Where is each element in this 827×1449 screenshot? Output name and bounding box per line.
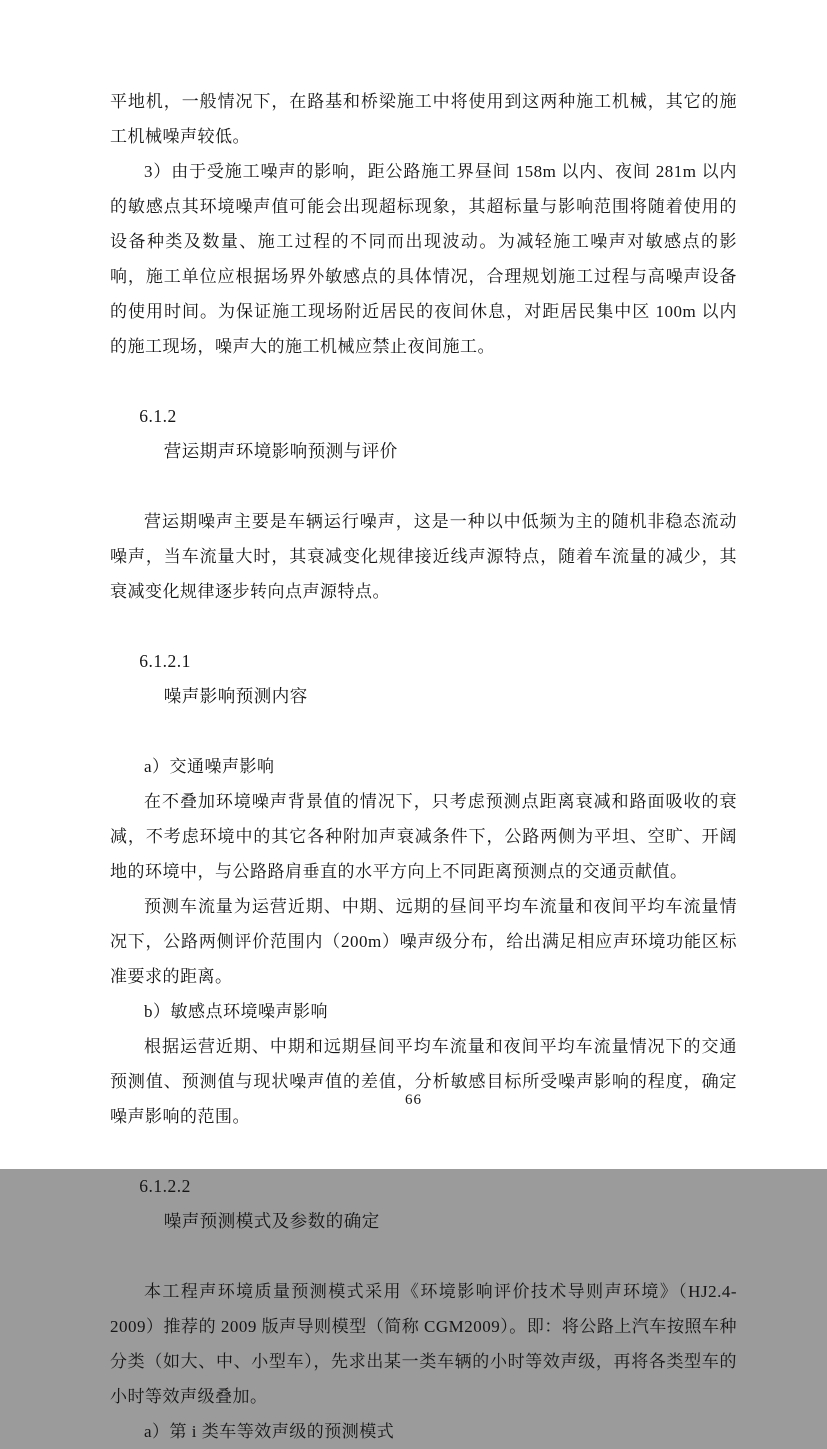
paragraph-sensitive-targets-analysis: 根据运营近期、中期和远期昼间平均车流量和夜间平均车流量情况下的交通预测值、预测值与现状噪声值的差值，分析敏感目标所受噪声影响的程度，确定噪声影响的范围。 <box>110 1037 737 1126</box>
paragraph-prediction-conditions: 在不叠加环境噪声背景值的情况下，只考虑预测点距离衰减和路面吸收的衰减，不考虑环境中的其它各种附加声衰减条件下，公路两侧为平坦、空旷、开阔地的环境中，与公路路肩垂直的水平方向上不同距离预测点的交通贡献值。 <box>110 792 737 881</box>
section-number: 6.1.2.2 <box>139 1176 191 1196</box>
paragraph-prediction-model: 本工程声环境质量预测模式采用《环境影响评价技术导则声环境》（HJ2.4-2009）推荐的 2009 版声导则模型（简称 CGM2009）。即：将公路上汽车按照车种分类（如大、中、小型车），先求出某一类车辆的小时等效声级，再将各类型车的小时等效声级叠加。 <box>110 1282 737 1406</box>
document-content <box>110 84 737 1449</box>
paragraph-traffic-flow-prediction: 预测车流量为运营近期、中期、远期的昼间平均车流量和夜间平均车流量情况下，公路两侧评价范围内（200m）噪声级分布，给出满足相应声环境功能区标准要求的距离。 <box>110 897 737 986</box>
list-item-b-sensitive-points: b）敏感点环境噪声影响 <box>144 1002 328 1021</box>
section-number: 6.1.2 <box>139 406 177 426</box>
list-item-a-traffic-noise: a）交通噪声影响 <box>144 757 275 776</box>
paragraph-operation-noise: 营运期噪声主要是车辆运行噪声，这是一种以中低频为主的随机非稳态流动噪声，当车流量大时，其衰减变化规律接近线声源特点，随着车流量的减少，其衰减变化规律逐步转向点声源特点。 <box>110 512 737 601</box>
page-number: 66 <box>405 1092 422 1108</box>
paragraph-construction-noise-impact: 3）由于受施工噪声的影响，距公路施工界昼间 158m 以内、夜间 281m 以内的敏感点其环境噪声值可能会出现超标现象，其超标量与影响范围将随着使用的设备种类及数量、施工过程的不同而出现波动。为减轻施工噪声对敏感点的影响，施工单位应根据场界外敏感点的具体情况，合理规划施工过程与高噪声设备的使用时间。为保证施工现场附近居民的夜间休息，对距居民集中区 100m 以内的施工现场，噪声大的施工机械应禁止夜间施工。 <box>110 162 737 356</box>
paragraph-construction-machinery: 平地机，一般情况下，在路基和桥梁施工中将使用到这两种施工机械，其它的施工机械噪声较低。 <box>110 92 737 146</box>
section-number: 6.1.2.1 <box>139 651 191 671</box>
section-title: 噪声影响预测内容 <box>163 686 308 706</box>
section-title: 噪声预测模式及参数的确定 <box>163 1211 380 1231</box>
list-item-a-vehicle-class-model: a）第 i 类车等效声级的预测模式 <box>144 1422 395 1441</box>
section-heading-6-1-2-1 <box>110 609 737 749</box>
section-heading-6-1-2-2 <box>110 1134 737 1274</box>
section-heading-6-1-2 <box>110 364 737 504</box>
section-title: 营运期声环境影响预测与评价 <box>163 441 398 461</box>
